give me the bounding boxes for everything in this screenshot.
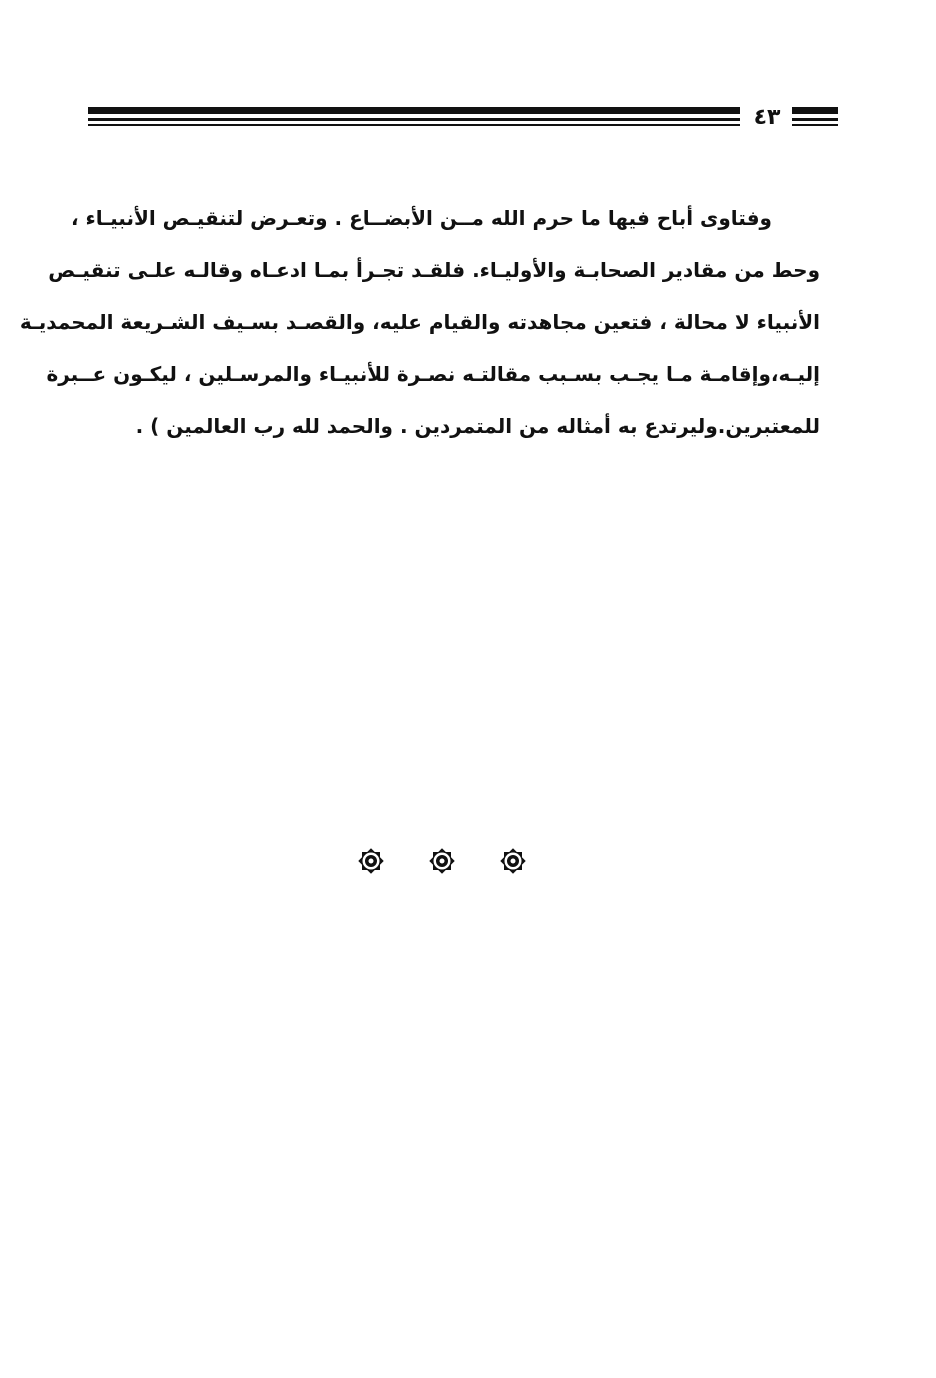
eight-point-star-ornament-icon — [355, 845, 387, 877]
header-rule-right — [792, 107, 838, 127]
header-rule-thin — [792, 124, 838, 126]
eight-point-star-ornament-icon — [497, 845, 529, 877]
section-divider-ornaments — [350, 845, 540, 879]
header-rule-medium — [88, 118, 740, 121]
text-line: وحط من مقادير الصحابـة والأوليـاء. فلقـد تجـرأ بمـا ادعـاه وقالـه علـى تنقيـص — [48, 258, 820, 282]
text-line: للمعتبرين.وليرتدع به أمثاله من المتمردين . والحمد لله رب العالمين ) . — [135, 414, 820, 438]
header-rule-left — [88, 107, 740, 127]
text-line: الأنبياء لا محالة ، فتعين مجاهدته والقيام عليه، والقصـد بسـيف الشـريعة المحمديـة — [19, 310, 820, 334]
header-rule-thick — [792, 107, 838, 114]
header-rule-medium — [792, 118, 838, 121]
text-line: إليـه،وإقامـة مـا يجـب بسـبب مقالتـه نصـرة للأنبيـاء والمرسـلين ، ليكـون عــبرة — [46, 362, 820, 386]
header-rule-thin — [88, 124, 740, 126]
eight-point-star-ornament-icon — [426, 845, 458, 877]
text-line: وفتاوى أباح فيها ما حرم الله مــن الأبضــاع . وتعـرض لتنقيـص الأنبيـاء ، — [71, 206, 772, 230]
header-rule-thick — [88, 107, 740, 114]
page-number: ٤٣ — [753, 105, 781, 130]
body-paragraph — [19, 192, 820, 452]
